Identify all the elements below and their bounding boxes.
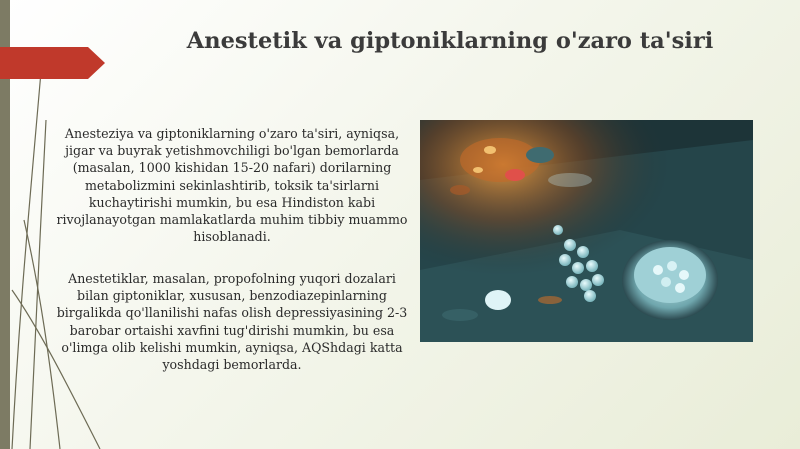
paragraph-1: Anesteziya va giptoniklarning o'zaro ta'siri, ayniqsa, jigar va buyrak yetishmovchiligi bo'lgan bemorlarda (masalan, 1000 kishidan 15-20 nafari) dorilarning metabolizmini sekinlashtirib, toksik ta'sirlarni kuchaytirishi mumkin, bu esa Hindiston kabi rivojlanayotgan mamlakatlarda muhim tibbiy muammo hisoblanadi. xyxy=(56,126,408,245)
slide-title: Anestetik va giptoniklarning o'zaro ta'siri xyxy=(186,28,714,54)
pills-photo xyxy=(420,120,753,342)
title-arrow-icon xyxy=(0,47,105,79)
paragraph-2: Anestetiklar, masalan, propofolning yuqori dozalari bilan giptoniklar, xususan, benzodiazepinlarning birgalikda qo'llanilishi nafas olish depressiyasining 2-3 barobar ortaishi xavfini tug'dirishi mumkin, bu esa o'limga olib kelishi mumkin, ayniqsa, AQShdagi katta yoshdagi bemorlarda. xyxy=(56,271,408,373)
